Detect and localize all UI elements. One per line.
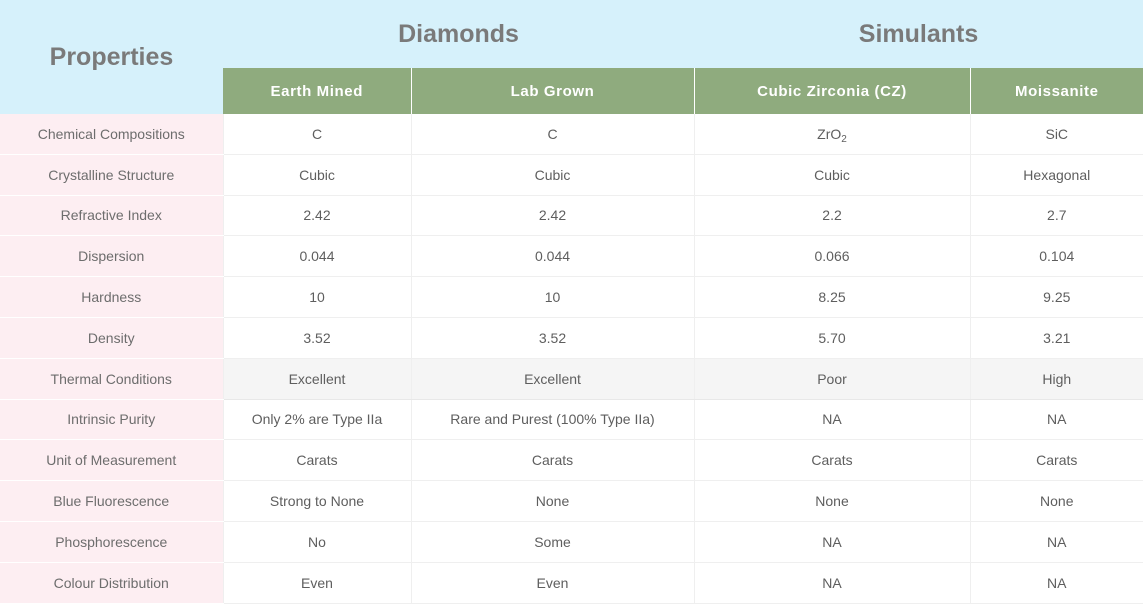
table-header xyxy=(0,0,1143,114)
table-cell: Carats xyxy=(970,440,1143,481)
table-cell: NA xyxy=(694,521,970,562)
table-cell: 0.066 xyxy=(694,236,970,277)
table-cell: Carats xyxy=(411,440,694,481)
table-cell: Even xyxy=(223,562,411,603)
table-row xyxy=(0,358,1143,399)
table-row xyxy=(0,521,1143,562)
table-cell: SiC xyxy=(970,114,1143,154)
table-cell: C xyxy=(411,114,694,154)
table-cell: 0.104 xyxy=(970,236,1143,277)
table-cell: None xyxy=(411,481,694,522)
property-label: Chemical Compositions xyxy=(0,114,223,154)
table-cell: 5.70 xyxy=(694,317,970,358)
table-cell: Even xyxy=(411,562,694,603)
property-label: Thermal Conditions xyxy=(0,358,223,399)
table-cell: Excellent xyxy=(223,358,411,399)
table-row xyxy=(0,114,1143,154)
table-cell: 3.21 xyxy=(970,317,1143,358)
table-cell: 3.52 xyxy=(411,317,694,358)
table-cell: Cubic xyxy=(694,154,970,195)
table-cell: 2.7 xyxy=(970,195,1143,236)
table-cell: 0.044 xyxy=(223,236,411,277)
table-cell: 9.25 xyxy=(970,277,1143,318)
table-row xyxy=(0,440,1143,481)
table-cell: NA xyxy=(970,562,1143,603)
group-header-simulants: Simulants xyxy=(694,0,1143,68)
table-row xyxy=(0,317,1143,358)
table-cell: 10 xyxy=(411,277,694,318)
table-cell: NA xyxy=(694,562,970,603)
table-cell: None xyxy=(970,481,1143,522)
table-cell: High xyxy=(970,358,1143,399)
property-label: Crystalline Structure xyxy=(0,154,223,195)
column-header-moissanite: Moissanite xyxy=(970,68,1143,114)
table-cell: C xyxy=(223,114,411,154)
property-label: Blue Fluorescence xyxy=(0,481,223,522)
table-row xyxy=(0,277,1143,318)
table-cell: Poor xyxy=(694,358,970,399)
table-cell: Some xyxy=(411,521,694,562)
table-body xyxy=(0,114,1143,603)
table-cell: Excellent xyxy=(411,358,694,399)
table-cell: Carats xyxy=(694,440,970,481)
property-label: Hardness xyxy=(0,277,223,318)
table-row xyxy=(0,481,1143,522)
property-label: Intrinsic Purity xyxy=(0,399,223,440)
table-cell: Carats xyxy=(223,440,411,481)
column-header-lab-grown: Lab Grown xyxy=(411,68,694,114)
table-cell: 0.044 xyxy=(411,236,694,277)
group-header-diamonds: Diamonds xyxy=(223,0,694,68)
property-label: Unit of Measurement xyxy=(0,440,223,481)
properties-header-cell: Properties xyxy=(0,0,223,114)
property-label: Phosphorescence xyxy=(0,521,223,562)
table-row xyxy=(0,399,1143,440)
table-cell: 2.42 xyxy=(411,195,694,236)
table-row xyxy=(0,562,1143,603)
column-header-cubic-zirconia: Cubic Zirconia (CZ) xyxy=(694,68,970,114)
property-label: Density xyxy=(0,317,223,358)
property-label: Dispersion xyxy=(0,236,223,277)
table-cell: NA xyxy=(970,399,1143,440)
table-cell: NA xyxy=(970,521,1143,562)
table-cell: Cubic xyxy=(411,154,694,195)
column-header-earth-mined: Earth Mined xyxy=(223,68,411,114)
table-cell: 3.52 xyxy=(223,317,411,358)
table-row xyxy=(0,236,1143,277)
table-row xyxy=(0,154,1143,195)
table-cell: ZrO$_2$ xyxy=(694,114,970,154)
table-cell: Cubic xyxy=(223,154,411,195)
table-cell: None xyxy=(694,481,970,522)
table-cell: No xyxy=(223,521,411,562)
group-header-row xyxy=(0,0,1143,68)
table-cell: Rare and Purest (100% Type IIa) xyxy=(411,399,694,440)
table-cell: Hexagonal xyxy=(970,154,1143,195)
table-cell: NA xyxy=(694,399,970,440)
table-cell: 8.25 xyxy=(694,277,970,318)
table-cell: Only 2% are Type IIa xyxy=(223,399,411,440)
table-cell: 2.42 xyxy=(223,195,411,236)
table-cell: 10 xyxy=(223,277,411,318)
table-cell: 2.2 xyxy=(694,195,970,236)
table-cell: Strong to None xyxy=(223,481,411,522)
property-label: Refractive Index xyxy=(0,195,223,236)
property-label: Colour Distribution xyxy=(0,562,223,603)
table-row xyxy=(0,195,1143,236)
